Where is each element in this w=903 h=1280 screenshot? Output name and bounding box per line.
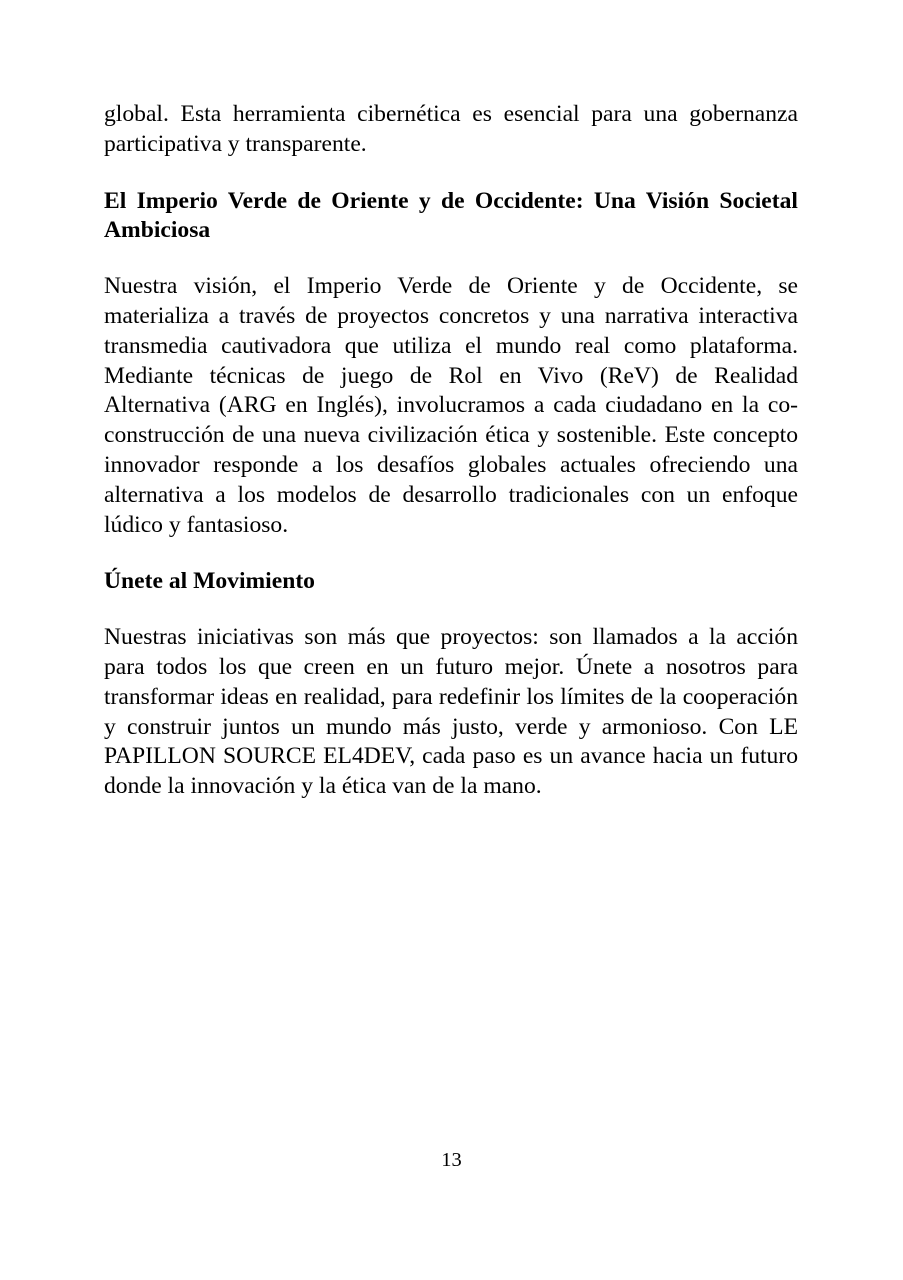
spacer <box>104 246 798 272</box>
spacer <box>104 597 798 623</box>
page-content <box>104 100 798 802</box>
spacer <box>104 540 798 567</box>
section-heading-unete-al-movimiento: Únete al Movimiento <box>104 568 315 595</box>
spacer <box>104 160 798 187</box>
page-number: 13 <box>441 1149 462 1171</box>
paragraph-continuation: global. Esta herramienta cibernética es esencial para una gobernanza participativa y transparente. <box>104 101 798 157</box>
paragraph-vision: Nuestra visión, el Imperio Verde de Oriente y de Occidente, se materializa a través de proyectos concretos y una narrativa interactiva transmedia cautivadora que utiliza el mundo real como plataforma. Mediante técnicas de juego de Rol en Vivo (ReV) de Realidad Alternativa (ARG en Inglés), involucramos a cada ciudadano en la co-construcción de una nueva civilización ética y sostenible. Este concepto innovador responde a los desafíos globales actuales ofreciendo una alternativa a los modelos de desarrollo tradicionales con un enfoque lúdico y fantasioso. <box>104 273 798 538</box>
paragraph-llamado-accion: Nuestras iniciativas son más que proyectos: son llamados a la acción para todos los que creen en un futuro mejor. Únete a nosotros para transformar ideas en realidad, para redefinir los límites de la cooperación y construir juntos un mundo más justo, verde y armonioso. Con LE PAPILLON SOURCE EL4DEV, cada paso es un avance hacia un futuro donde la innovación y la ética van de la mano. <box>104 624 798 800</box>
section-heading-imperio-verde: El Imperio Verde de Oriente y de Occidente: Una Visión Societal Ambiciosa <box>104 187 798 244</box>
